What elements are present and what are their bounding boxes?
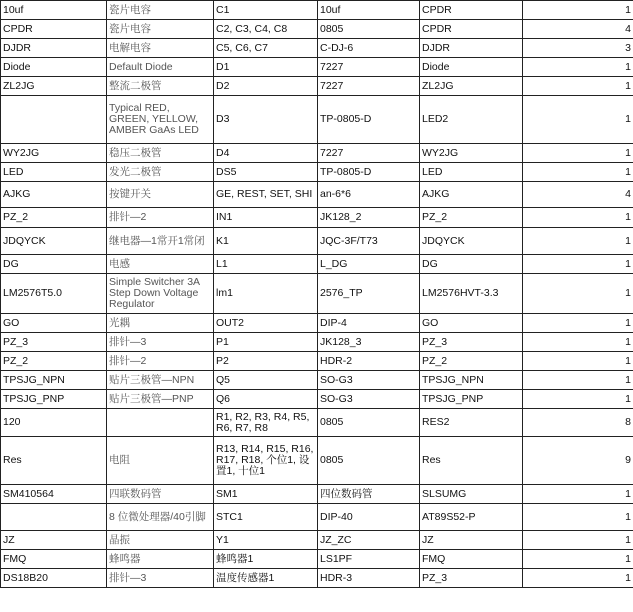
cell-quantity: 1 (523, 228, 633, 255)
cell-quantity: 8 (523, 409, 633, 437)
cell-comment: JZ (1, 531, 107, 550)
cell-quantity: 1 (523, 77, 633, 96)
cell-footprint: C-DJ-6 (318, 39, 420, 58)
cell-designator: P2 (214, 352, 318, 371)
cell-comment (1, 504, 107, 531)
cell-lib-ref: CPDR (420, 20, 523, 39)
table-row (1, 77, 633, 96)
cell-comment: PZ_2 (1, 352, 107, 371)
cell-description: Simple Switcher 3A Step Down Voltage Regulator (107, 274, 214, 314)
cell-lib-ref: Res (420, 437, 523, 485)
cell-lib-ref: WY2JG (420, 144, 523, 163)
cell-designator: D1 (214, 58, 318, 77)
cell-description (107, 409, 214, 437)
cell-footprint: LS1PF (318, 550, 420, 569)
table-row (1, 531, 633, 550)
cell-quantity: 1 (523, 208, 633, 228)
cell-lib-ref: LED (420, 163, 523, 182)
cell-comment: PZ_3 (1, 333, 107, 352)
cell-description: 排针—2 (107, 208, 214, 228)
cell-quantity: 1 (523, 371, 633, 390)
cell-comment: SM410564 (1, 485, 107, 504)
cell-description: 贴片三极管—NPN (107, 371, 214, 390)
table-row (1, 182, 633, 208)
cell-description: 排针—2 (107, 352, 214, 371)
cell-comment: FMQ (1, 550, 107, 569)
cell-designator: K1 (214, 228, 318, 255)
cell-comment: TPSJG_PNP (1, 390, 107, 409)
table-row (1, 569, 633, 588)
cell-description: 稳压二极管 (107, 144, 214, 163)
cell-description: Default Diode (107, 58, 214, 77)
cell-footprint: 7227 (318, 77, 420, 96)
cell-designator: STC1 (214, 504, 318, 531)
cell-description: 贴片三极管—PNP (107, 390, 214, 409)
cell-lib-ref: ZL2JG (420, 77, 523, 96)
cell-footprint: JQC-3F/T73 (318, 228, 420, 255)
cell-description: 瓷片电容 (107, 1, 214, 20)
cell-quantity: 1 (523, 274, 633, 314)
cell-lib-ref: PZ_3 (420, 569, 523, 588)
cell-footprint: 0805 (318, 20, 420, 39)
cell-description: 电解电容 (107, 39, 214, 58)
cell-designator: Y1 (214, 531, 318, 550)
cell-quantity: 1 (523, 1, 633, 20)
table-row (1, 255, 633, 274)
cell-designator: Q5 (214, 371, 318, 390)
table-row (1, 333, 633, 352)
cell-quantity: 1 (523, 352, 633, 371)
cell-description: 蜂鸣器 (107, 550, 214, 569)
cell-description: 按键开关 (107, 182, 214, 208)
cell-comment: 120 (1, 409, 107, 437)
cell-designator: D2 (214, 77, 318, 96)
cell-quantity: 1 (523, 485, 633, 504)
table-row (1, 39, 633, 58)
table-row (1, 437, 633, 485)
table-row (1, 274, 633, 314)
cell-footprint: TP-0805-D (318, 163, 420, 182)
table-row (1, 409, 633, 437)
cell-comment: PZ_2 (1, 208, 107, 228)
cell-designator: 温度传感器1 (214, 569, 318, 588)
table-row (1, 144, 633, 163)
cell-description: 电感 (107, 255, 214, 274)
cell-lib-ref: DJDR (420, 39, 523, 58)
cell-footprint: TP-0805-D (318, 96, 420, 144)
cell-quantity: 1 (523, 569, 633, 588)
cell-quantity: 1 (523, 504, 633, 531)
cell-footprint: 四位数码管 (318, 485, 420, 504)
cell-lib-ref: FMQ (420, 550, 523, 569)
cell-quantity: 3 (523, 39, 633, 58)
cell-comment: LM2576T5.0 (1, 274, 107, 314)
cell-quantity: 1 (523, 255, 633, 274)
cell-designator: L1 (214, 255, 318, 274)
cell-comment: WY2JG (1, 144, 107, 163)
cell-designator: lm1 (214, 274, 318, 314)
cell-quantity: 9 (523, 437, 633, 485)
cell-footprint: JK128_3 (318, 333, 420, 352)
table-row (1, 208, 633, 228)
table-row (1, 96, 633, 144)
table-row (1, 485, 633, 504)
cell-description: Typical RED, GREEN, YELLOW, AMBER GaAs LED (107, 96, 214, 144)
cell-lib-ref: GO (420, 314, 523, 333)
cell-quantity: 1 (523, 144, 633, 163)
table-row (1, 228, 633, 255)
cell-description: 电阻 (107, 437, 214, 485)
table-row (1, 20, 633, 39)
cell-designator: OUT2 (214, 314, 318, 333)
cell-description: 光耦 (107, 314, 214, 333)
cell-comment: DJDR (1, 39, 107, 58)
cell-footprint: 0805 (318, 409, 420, 437)
cell-designator: P1 (214, 333, 318, 352)
table-row (1, 371, 633, 390)
cell-lib-ref: AJKG (420, 182, 523, 208)
cell-quantity: 1 (523, 531, 633, 550)
cell-description: 发光二极管 (107, 163, 214, 182)
cell-lib-ref: PZ_2 (420, 208, 523, 228)
cell-designator: IN1 (214, 208, 318, 228)
cell-lib-ref: CPDR (420, 1, 523, 20)
cell-designator: GE, REST, SET, SHI (214, 182, 318, 208)
cell-quantity: 4 (523, 20, 633, 39)
cell-lib-ref: Diode (420, 58, 523, 77)
table-row (1, 390, 633, 409)
cell-designator: 蜂鸣器1 (214, 550, 318, 569)
bom-table-body (1, 1, 633, 588)
table-row (1, 550, 633, 569)
cell-comment (1, 96, 107, 144)
cell-designator: DS5 (214, 163, 318, 182)
cell-comment: DG (1, 255, 107, 274)
cell-lib-ref: PZ_3 (420, 333, 523, 352)
cell-quantity: 1 (523, 163, 633, 182)
cell-comment: AJKG (1, 182, 107, 208)
cell-lib-ref: AT89S52-P (420, 504, 523, 531)
cell-footprint: 2576_TP (318, 274, 420, 314)
cell-description: 排针—3 (107, 569, 214, 588)
cell-quantity: 1 (523, 390, 633, 409)
cell-lib-ref: PZ_2 (420, 352, 523, 371)
table-row (1, 1, 633, 20)
cell-designator: D4 (214, 144, 318, 163)
cell-footprint: SO-G3 (318, 371, 420, 390)
cell-lib-ref: JZ (420, 531, 523, 550)
table-row (1, 352, 633, 371)
cell-footprint: HDR-3 (318, 569, 420, 588)
cell-comment: ZL2JG (1, 77, 107, 96)
cell-description: 继电器—1常开1常闭 (107, 228, 214, 255)
cell-description: 晶振 (107, 531, 214, 550)
cell-footprint: an-6*6 (318, 182, 420, 208)
cell-description: 8 位微处理器/40引脚 (107, 504, 214, 531)
cell-comment: CPDR (1, 20, 107, 39)
cell-footprint: 0805 (318, 437, 420, 485)
cell-quantity: 1 (523, 314, 633, 333)
cell-designator: R13, R14, R15, R16, R17, R18, 个位1, 设置1, 十位1 (214, 437, 318, 485)
cell-comment: LED (1, 163, 107, 182)
cell-comment: Diode (1, 58, 107, 77)
cell-footprint: L_DG (318, 255, 420, 274)
cell-designator: C2, C3, C4, C8 (214, 20, 318, 39)
cell-footprint: HDR-2 (318, 352, 420, 371)
cell-designator: C5, C6, C7 (214, 39, 318, 58)
cell-lib-ref: DG (420, 255, 523, 274)
cell-description: 瓷片电容 (107, 20, 214, 39)
table-row (1, 163, 633, 182)
cell-quantity: 1 (523, 58, 633, 77)
cell-lib-ref: RES2 (420, 409, 523, 437)
cell-designator: R1, R2, R3, R4, R5, R6, R7, R8 (214, 409, 318, 437)
cell-designator: SM1 (214, 485, 318, 504)
cell-footprint: JZ_ZC (318, 531, 420, 550)
cell-footprint: 7227 (318, 144, 420, 163)
cell-designator: C1 (214, 1, 318, 20)
cell-quantity: 1 (523, 96, 633, 144)
cell-footprint: 7227 (318, 58, 420, 77)
cell-quantity: 1 (523, 333, 633, 352)
cell-footprint: DIP-4 (318, 314, 420, 333)
table-row (1, 504, 633, 531)
cell-lib-ref: SLSUMG (420, 485, 523, 504)
table-row (1, 58, 633, 77)
cell-footprint: JK128_2 (318, 208, 420, 228)
cell-comment: DS18B20 (1, 569, 107, 588)
cell-quantity: 1 (523, 550, 633, 569)
cell-footprint: 10uf (318, 1, 420, 20)
table-row (1, 314, 633, 333)
cell-description: 排针—3 (107, 333, 214, 352)
cell-quantity: 4 (523, 182, 633, 208)
cell-lib-ref: JDQYCK (420, 228, 523, 255)
cell-lib-ref: LM2576HVT-3.3 (420, 274, 523, 314)
cell-designator: Q6 (214, 390, 318, 409)
cell-lib-ref: TPSJG_PNP (420, 390, 523, 409)
cell-footprint: DIP-40 (318, 504, 420, 531)
cell-comment: Res (1, 437, 107, 485)
cell-designator: D3 (214, 96, 318, 144)
cell-lib-ref: LED2 (420, 96, 523, 144)
cell-description: 四联数码管 (107, 485, 214, 504)
cell-comment: 10uf (1, 1, 107, 20)
cell-comment: JDQYCK (1, 228, 107, 255)
cell-comment: GO (1, 314, 107, 333)
cell-footprint: SO-G3 (318, 390, 420, 409)
cell-comment: TPSJG_NPN (1, 371, 107, 390)
cell-lib-ref: TPSJG_NPN (420, 371, 523, 390)
cell-description: 整流二极管 (107, 77, 214, 96)
